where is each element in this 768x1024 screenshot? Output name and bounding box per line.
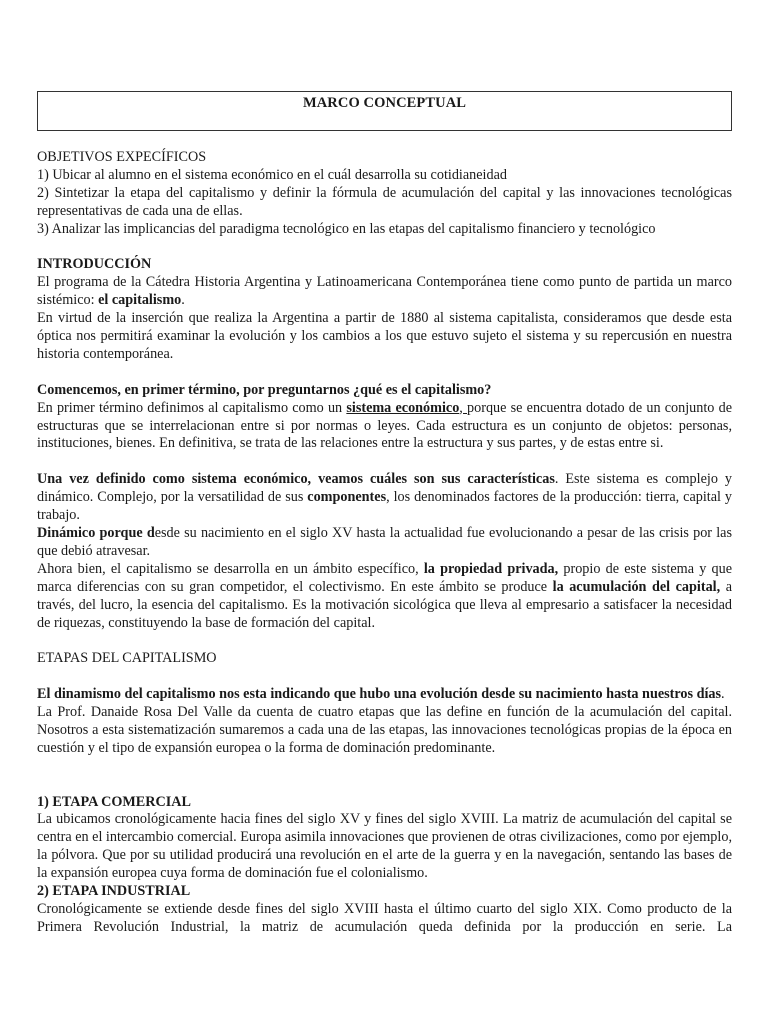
objectives-section — [37, 149, 732, 239]
stages-heading: ETAPAS DEL CAPITALISMO — [37, 650, 217, 667]
bold-run: sistema económico — [346, 399, 460, 416]
objectives-heading: OBJETIVOS EXPECÍFICOS — [37, 149, 207, 165]
spacer — [37, 239, 732, 257]
document-body — [37, 149, 732, 937]
industrial-stage-paragraph: Cronológicamente se extiende desde fines del siglo XVIII hasta el último cuarto del siglo XIX. Como producto de la Primera Revolución Industrial, la matriz de acumulación queda definida por la producción en serie. La — [37, 900, 732, 935]
introduction-heading-text: INTRODUCCIÓN — [37, 256, 152, 273]
text-run: , los denominados factores de la producción: tierra, capital y trabajo. — [37, 489, 732, 524]
text-run: a través, del lucro, la esencia del capitalismo. Es la motivación sicológica que lleva al empresario a satisfacer la necesidad de riquezas, constituyendo la base de formación del capital. — [37, 578, 732, 631]
text-run: En primer término definimos al capitalismo como un — [37, 399, 347, 416]
text-run: propio de este sistema y que marca diferencias con su gran competidor, el colectivismo. En este ámbito se produce — [37, 560, 732, 595]
objective-item: 2) Sintetizar la etapa del capitalismo y definir la fórmula de acumulación del capital y las innovaciones tecnológicas representativas de cada una de ellas. — [37, 184, 732, 219]
commercial-stage-paragraph: La ubicamos cronológicamente hacia fines del siglo XV y fines del siglo XVIII. La matriz de acumulación del capital se centra en el intercambio comercial. Europa asimila innovaciones que provienen de otras civilizaciones, como por ejemplo, la pólvora. Que por su utilidad producirá una revolución en el arte de la guerra y en la navegación, sentando las bases de la expansión europea cuya forma de dominación fue el colonialismo. — [37, 811, 732, 882]
stages-paragraph: La Prof. Danaide Rosa Del Valle da cuenta de cuatro etapas que las define en función de la acumulación del capital. Nosotros a esta sistematización sumaremos a cada una de las etapas, las innovaciones tecnológicas propias de la época en cuestión y el tipo de expansión europea o la forma de dominación predominante. — [37, 704, 732, 756]
document-title: MARCO CONCEPTUAL — [302, 95, 467, 111]
text-run: Ahora bien, el capitalismo se desarrolla en un ámbito específico, — [37, 560, 424, 577]
question-section — [37, 382, 732, 454]
stages-lead — [37, 686, 732, 704]
question-heading-text: Comencemos, en primer término, por preguntarnos ¿qué es el capitalismo? — [37, 381, 492, 398]
introduction-section — [37, 256, 732, 363]
text-run: , — [459, 399, 468, 416]
text-run: . Este sistema es complejo y dinámico. Complejo, por la versatilidad de sus — [37, 471, 732, 506]
spacer — [37, 668, 732, 686]
text-run: esde su nacimiento en el siglo XV hasta la actualidad fue evolucionando a pesar de las crisis por las que debió atravesar. — [37, 524, 732, 559]
commercial-stage-heading — [37, 794, 732, 812]
text-run: porque se encuentra dotado de un conjunto de estructuras que se interrelacionan entre si por normas o leyes. Cada estructura es un conjunto de objetos: personas, instituciones, bienes. En definitiva, se trata de las relaciones entre la estructura y sus partes, y de estas entre si. — [37, 399, 732, 452]
characteristics-section — [37, 471, 732, 632]
spacer — [37, 758, 732, 794]
spacer — [37, 453, 732, 471]
title-box — [37, 91, 732, 131]
characteristics-paragraph — [37, 471, 732, 525]
text-run: . — [721, 686, 725, 703]
spacer — [37, 364, 732, 382]
bold-run: El dinamismo del capitalismo nos esta indicando que hubo una evolución desde su nacimiento hasta nuestros días — [37, 686, 722, 703]
objective-item: 1) Ubicar al alumno en el sistema económico en el cuál desarrolla su cotidianeidad — [37, 166, 507, 183]
introduction-heading — [37, 256, 732, 274]
underlined-run — [346, 400, 467, 416]
bold-run: la propiedad privada, — [423, 560, 559, 577]
industrial-stage-heading-text: 2) ETAPA INDUSTRIAL — [37, 883, 191, 900]
question-heading — [37, 382, 732, 400]
industrial-stage-heading — [37, 883, 732, 901]
text-run: . — [181, 292, 185, 309]
bold-run: la acumulación del capital, — [552, 578, 721, 595]
dynamic-paragraph — [37, 525, 732, 561]
objective-item: 3) Analizar las implicancias del paradigma tecnológico en las etapas del capitalismo financiero y tecnológico — [37, 220, 656, 237]
spacer — [37, 632, 732, 650]
text-run: El programa de la Cátedra Historia Argentina y Latinoamericana Contemporánea tiene como punto de partida un marco sistémico: — [37, 274, 732, 309]
bold-run: Dinámico porque d — [37, 524, 155, 541]
commercial-stage-heading-text: 1) ETAPA COMERCIAL — [37, 793, 191, 810]
introduction-paragraph-1 — [37, 274, 732, 310]
stages-section — [37, 650, 732, 936]
bold-run: el capitalismo — [98, 292, 182, 309]
bold-run: componentes — [307, 489, 387, 506]
bold-run: Una vez definido como sistema económico, veamos cuáles son sus características — [37, 471, 555, 488]
question-paragraph — [37, 400, 732, 454]
private-property-paragraph — [37, 561, 732, 633]
introduction-paragraph-2: En virtud de la inserción que realiza la Argentina a partir de 1880 al sistema capitalista, consideramos que desde esta óptica nos permitirá examinar la evolución y los cambios a los que estuvo sujeto el sistema y su repercusión en nuestra historia contemporánea. — [37, 310, 732, 362]
